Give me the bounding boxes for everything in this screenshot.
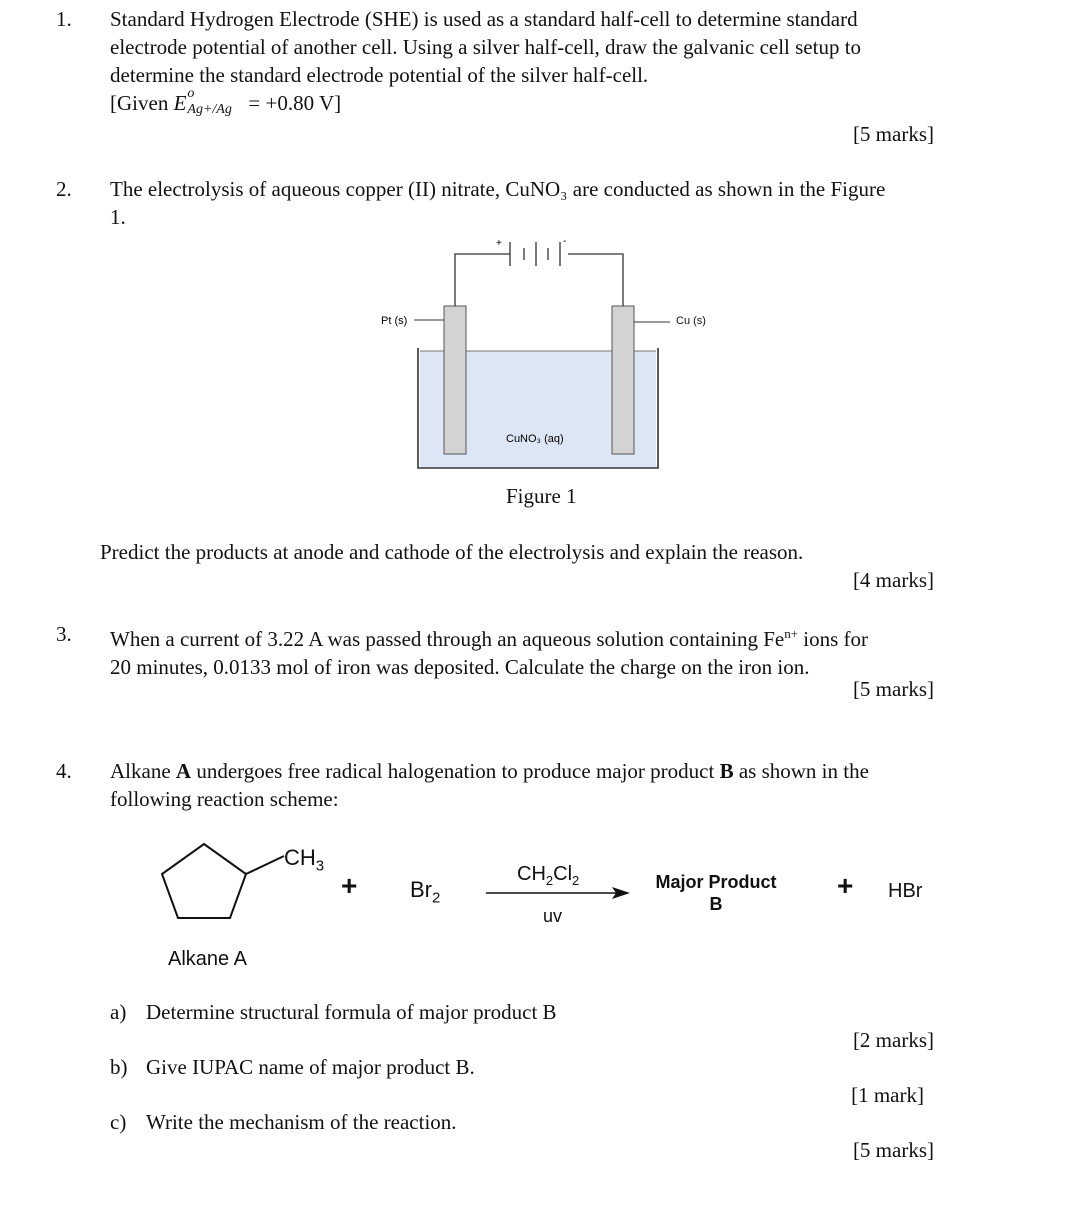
figure-caption: Figure 1 <box>506 484 577 508</box>
question-2-text <box>110 175 986 231</box>
part-a-label: a) <box>110 1000 127 1024</box>
question-4-text <box>110 757 986 813</box>
ch3-label: $CH_3$ <box>284 845 325 875</box>
question-3-line-1: When a current of 3.22 A was passed through an aqueous solution containing $Fe^{n+}$ ions for <box>110 626 869 651</box>
question-1-line-2: electrode potential of another cell. Using a silver half-cell, draw the galvanic cell setup to <box>110 35 862 59</box>
part-b <box>110 1053 475 1081</box>
question-1-line-3: determine the standard electrode potential of the silver half-cell. <box>110 63 649 87</box>
reagent-top-label: $CH_2Cl_2$ <box>517 863 580 888</box>
question-1-text <box>110 5 986 117</box>
question-4-line-1: Alkane A undergoes free radical halogenation to produce major product B as shown in the <box>110 759 869 783</box>
major-product-label: Major Product B <box>655 872 777 914</box>
battery <box>496 236 566 266</box>
part-b-marks: [1 mark] <box>851 1083 924 1107</box>
question-3-marks: [5 marks] <box>852 677 934 701</box>
plus-sign-1: + <box>341 870 358 901</box>
question-2-line-2: 1. <box>110 205 126 229</box>
question-2-prompt: Predict the products at anode and cathode of the electrolysis and explain the reason. <box>100 540 804 564</box>
part-c-marks: [5 marks] <box>852 1138 934 1162</box>
question-4-line-2: following reaction scheme: <box>110 787 339 811</box>
wire-right <box>568 254 623 306</box>
electrolysis-figure <box>370 236 670 476</box>
cyclopentane-ring <box>162 844 246 918</box>
plus-sign-2: + <box>837 870 854 901</box>
part-c-label: c) <box>110 1110 127 1134</box>
question-3-text <box>110 620 986 681</box>
reagent-bottom-label: uv <box>543 906 563 926</box>
question-1-number: 1. <box>56 7 72 31</box>
methyl-bond <box>246 856 284 874</box>
part-b-label: b) <box>110 1055 128 1079</box>
question-2-marks: [4 marks] <box>852 568 934 592</box>
wire-left <box>455 254 510 306</box>
part-c <box>110 1108 457 1136</box>
question-2-line-1: The electrolysis of aqueous copper (II) nitrate, CuNO₃ are conducted as shown in the Figure <box>110 177 886 201</box>
battery-plus: + <box>496 238 502 249</box>
bromine-label: $Br_2$ <box>410 877 441 907</box>
cu-electrode-label-text: Cu (s) <box>676 315 706 327</box>
cu-electrode <box>612 306 634 454</box>
question-1-given: [Given E o Ag+/Ag = +0.80 V] <box>110 86 342 117</box>
part-a-marks: [2 marks] <box>852 1028 934 1052</box>
question-3-number: 3. <box>56 622 72 646</box>
hbr-label: HBr <box>888 880 923 902</box>
pt-electrode-label: Pt (s) <box>381 315 408 327</box>
solution-label: CuNO₃ (aq) <box>506 433 564 445</box>
question-4-number: 4. <box>56 759 72 783</box>
battery-minus: - <box>563 236 567 247</box>
pt-electrode <box>444 306 466 454</box>
question-1-marks: [5 marks] <box>852 122 934 146</box>
part-a <box>110 998 557 1026</box>
part-b-text: Give IUPAC name of major product B. <box>146 1055 475 1079</box>
part-c-text: Write the mechanism of the reaction. <box>146 1110 457 1134</box>
question-3-line-2: 20 minutes, 0.0133 mol of iron was deposited. Calculate the charge on the iron ion. <box>110 655 810 679</box>
question-2-number: 2. <box>56 177 72 201</box>
electrode-potential-symbol: E <box>173 91 187 115</box>
question-1-line-1: Standard Hydrogen Electrode (SHE) is used as a standard half-cell to determine standard <box>110 7 858 31</box>
alkane-a-label: Alkane A <box>168 948 247 970</box>
part-a-text: Determine structural formula of major product B <box>146 1000 557 1024</box>
